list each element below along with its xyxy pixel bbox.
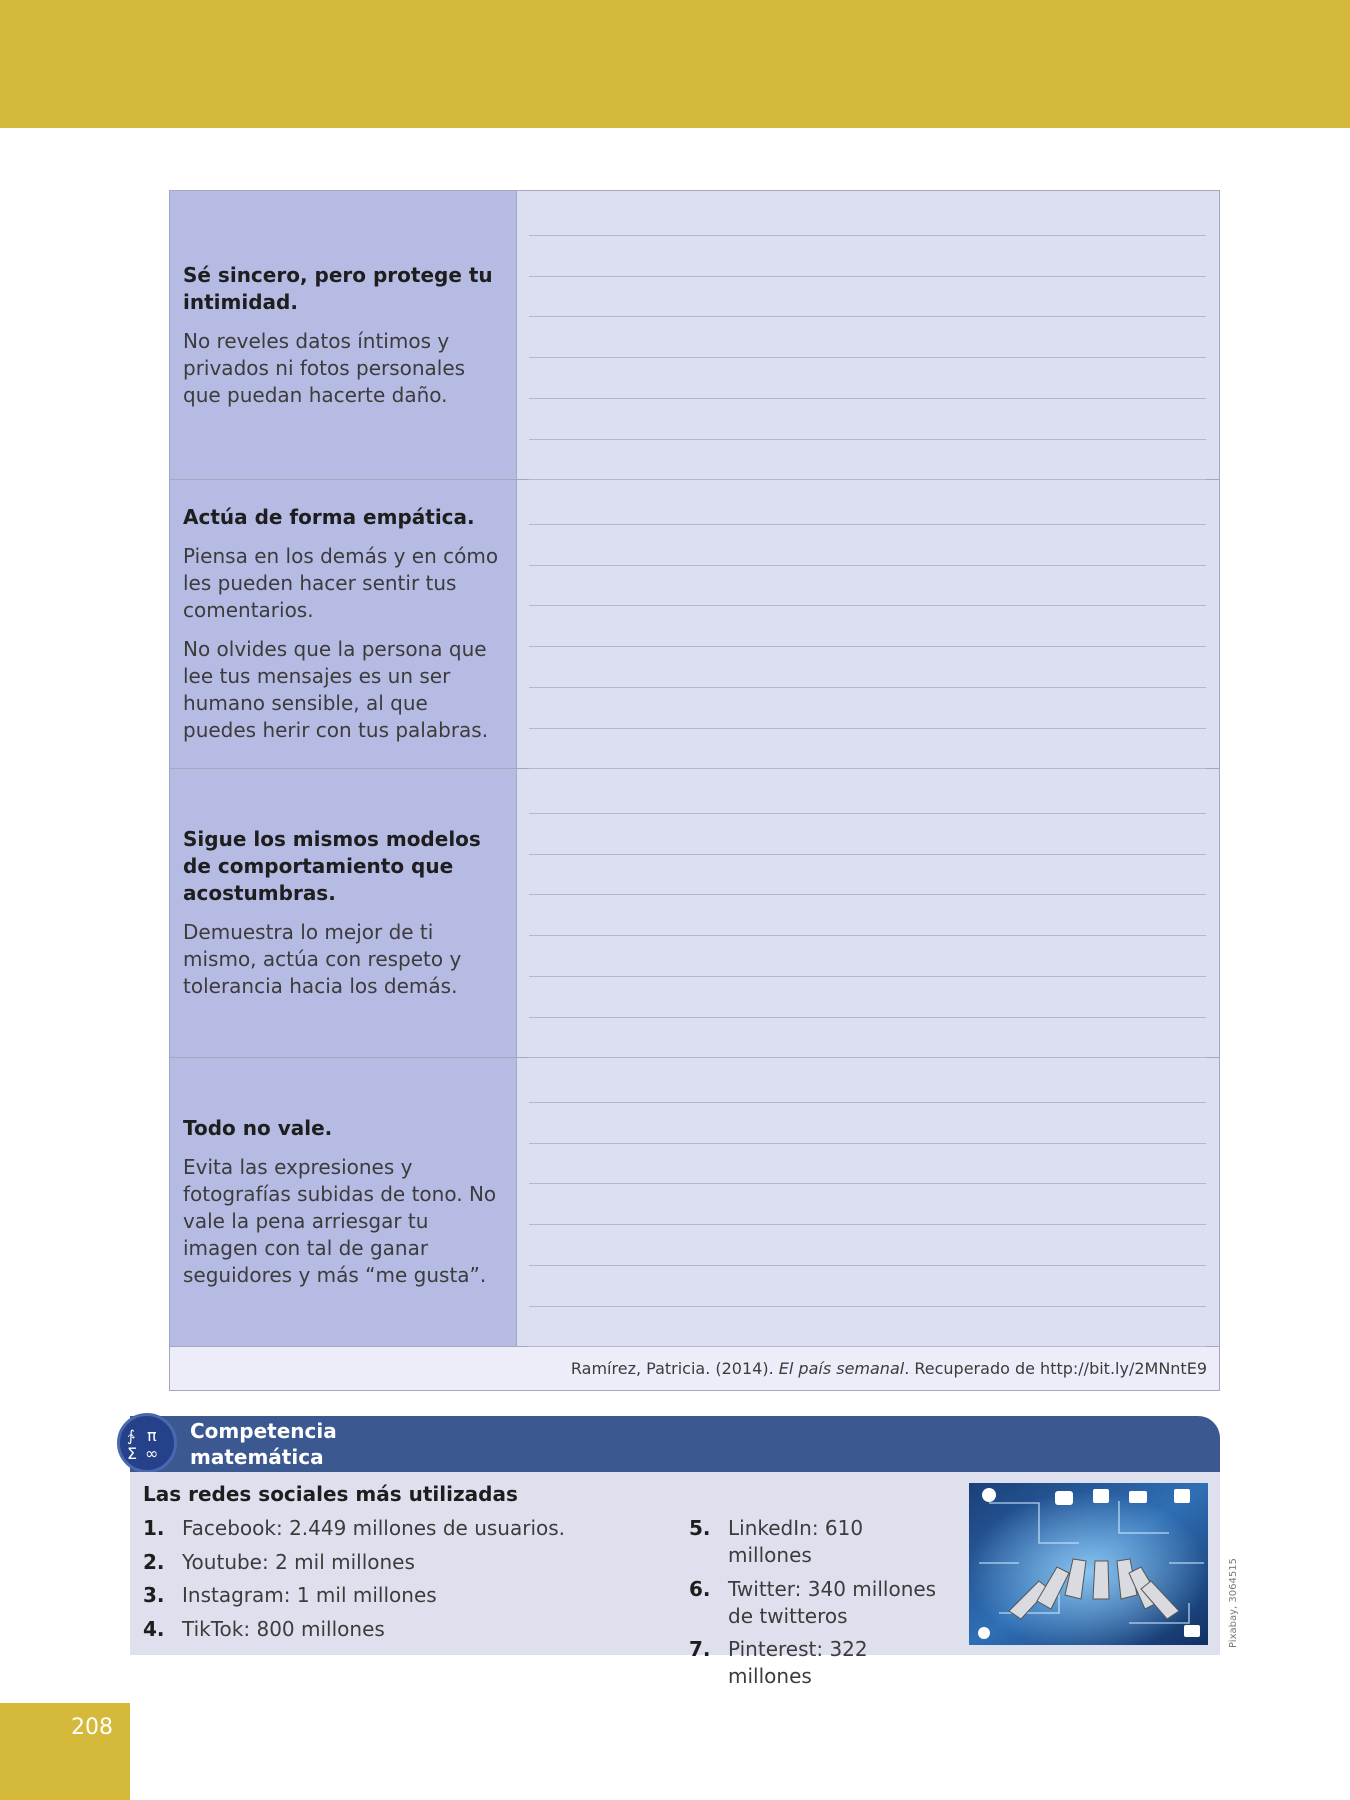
writing-line — [529, 1183, 1206, 1184]
norm-cell — [170, 480, 517, 768]
netiquette-table — [169, 190, 1220, 1391]
writing-line — [529, 398, 1206, 399]
list-item — [143, 1549, 643, 1576]
norm-text: No reveles datos íntimos y privados ni fotos personales que puedan hacerte daño. — [183, 328, 466, 407]
writing-line — [529, 1017, 1206, 1018]
list-item — [143, 1582, 643, 1609]
norm-cell — [170, 769, 517, 1057]
writing-line — [529, 316, 1206, 317]
svg-text:Σ: Σ — [127, 1444, 138, 1463]
list-number: 4. — [143, 1616, 165, 1641]
writing-line — [529, 1265, 1206, 1266]
list-text: Facebook: 2.449 millones de usuarios. — [182, 1516, 566, 1540]
competence-body — [130, 1472, 1220, 1688]
list-text: Twitter: 340 millones de twitteros — [728, 1576, 937, 1628]
competence-heading: Las redes sociales más utilizadas — [143, 1482, 518, 1506]
norm-text: Evita las expresiones y fotografías subidas de tono. No vale la pena arriesgar tu imagen con tal de ganar seguidores y más “me gusta”. — [183, 1155, 497, 1287]
writing-line — [529, 894, 1206, 895]
writing-line — [529, 1102, 1206, 1103]
list-number: 3. — [143, 1583, 165, 1607]
writing-line — [529, 813, 1206, 814]
writing-line — [529, 235, 1206, 236]
list-item — [689, 1576, 949, 1630]
list-text: LinkedIn: 610 millones — [728, 1516, 864, 1567]
norm-cell — [170, 1058, 517, 1346]
writing-line — [529, 524, 1206, 525]
svg-text:∞: ∞ — [145, 1444, 159, 1463]
list-item — [143, 1515, 643, 1542]
writing-line — [529, 605, 1206, 606]
writing-area[interactable] — [517, 1058, 1219, 1346]
writing-line — [529, 357, 1206, 358]
list-text: Instagram: 1 mil millones — [182, 1583, 437, 1607]
norm-title: Actúa de forma empática. — [183, 505, 475, 529]
competence-title — [190, 1418, 337, 1470]
list-number: 1. — [143, 1516, 165, 1540]
norm-row — [170, 191, 1219, 480]
writing-line — [529, 854, 1206, 855]
writing-line — [529, 687, 1206, 688]
norm-text: Piensa en los demás y en cómo les pueden hacer sentir tus comentarios. — [183, 544, 499, 622]
list-number: 5. — [689, 1516, 711, 1540]
page-number: 208 — [71, 1715, 113, 1740]
norm-cell — [170, 191, 517, 479]
svg-text:∱: ∱ — [127, 1427, 135, 1445]
writing-area[interactable] — [517, 191, 1219, 479]
writing-line — [529, 646, 1206, 647]
writing-line — [529, 1143, 1206, 1144]
writing-line — [529, 1346, 1206, 1347]
norm-text: No olvides que la persona que lee tus mensajes es un ser humano sensible, al que puedes herir con tus palabras. — [183, 637, 489, 742]
competence-title-line1: Competencia — [190, 1419, 337, 1443]
writing-line — [529, 439, 1206, 440]
list-number: 7. — [689, 1637, 711, 1661]
ranking-list-left — [143, 1515, 643, 1649]
norm-title: Sigue los mismos modelos de comportamiento que acostumbras. — [183, 827, 481, 905]
writing-line — [529, 1306, 1206, 1307]
photo-credit: Pixabay, 3064515 — [1228, 1558, 1239, 1648]
ranking-list-right — [689, 1515, 949, 1697]
writing-line — [529, 976, 1206, 977]
list-text: Youtube: 2 mil millones — [182, 1549, 415, 1574]
norm-title: Todo no vale. — [183, 1116, 333, 1140]
citation — [170, 1347, 1219, 1390]
list-text: TikTok: 800 millones — [182, 1616, 385, 1641]
list-item — [143, 1616, 643, 1643]
writing-area[interactable] — [517, 769, 1219, 1057]
writing-line — [529, 276, 1206, 277]
norm-text: Demuestra lo mejor de ti mismo, actúa con respeto y tolerancia hacia los demás. — [183, 920, 462, 998]
list-item — [689, 1636, 949, 1690]
list-number: 2. — [143, 1549, 165, 1574]
writing-area[interactable] — [517, 480, 1219, 768]
citation-suffix: . Recuperado de http://bit.ly/2MNntE9 — [904, 1359, 1207, 1378]
math-symbols-icon — [117, 1413, 177, 1473]
writing-line — [529, 728, 1206, 729]
top-color-band — [0, 0, 1350, 128]
writing-line — [529, 565, 1206, 566]
page-number-tab — [0, 1703, 130, 1800]
competence-title-line2: matemática — [190, 1445, 324, 1469]
list-item — [689, 1515, 949, 1569]
competence-header — [130, 1416, 1220, 1472]
list-text: Pinterest: 322 millones — [728, 1637, 868, 1688]
citation-prefix: Ramírez, Patricia. (2014). — [570, 1359, 774, 1378]
writing-line — [529, 1224, 1206, 1225]
norm-title: Sé sincero, pero protege tu intimidad. — [183, 262, 493, 314]
list-number: 6. — [689, 1576, 711, 1601]
norm-row — [170, 769, 1219, 1058]
svg-text:π: π — [147, 1426, 157, 1445]
citation-work: El país semanal — [778, 1359, 905, 1378]
social-media-image — [969, 1483, 1208, 1645]
norm-row — [170, 480, 1219, 769]
writing-line — [529, 935, 1206, 936]
norm-row — [170, 1058, 1219, 1347]
